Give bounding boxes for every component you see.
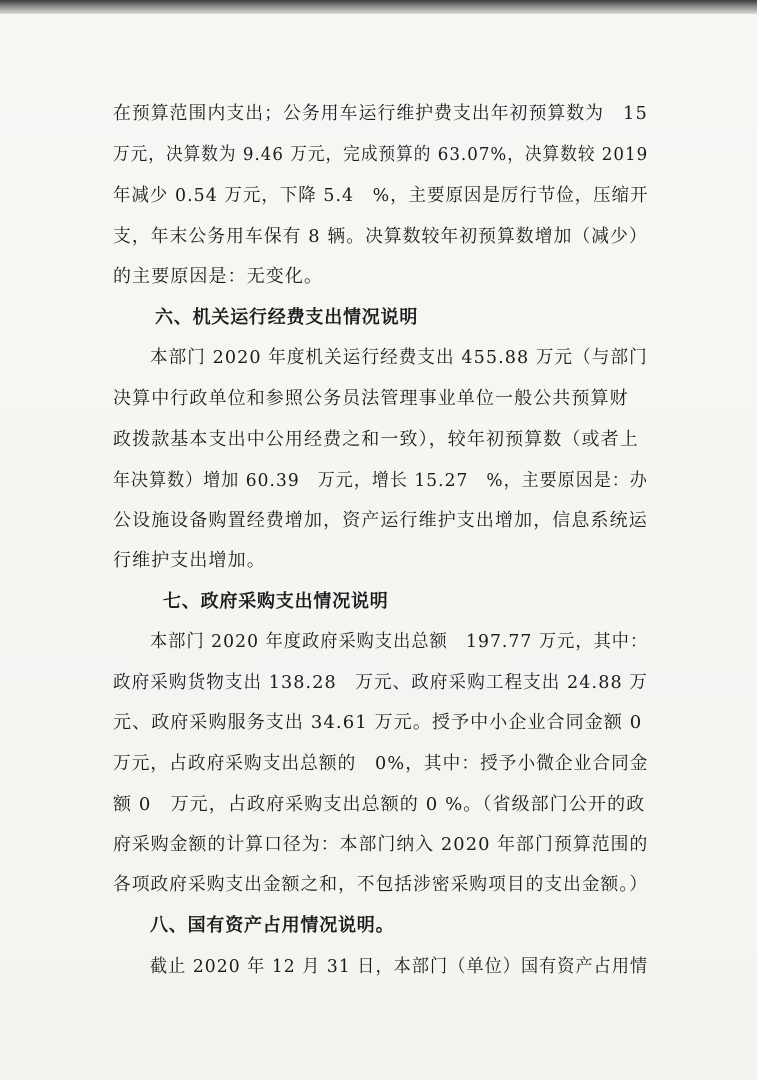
body-line: 政府采购货物支出 138.28 万元、政府采购工程支出 24.88 万 (113, 672, 649, 693)
scan-top-edge (0, 0, 757, 14)
body-line: 公设施设备购置经费增加，资产运行维护支出增加，信息系统运 (113, 510, 648, 531)
body-line: 府采购金额的计算口径为：本部门纳入 2020 年部门预算范围的 (113, 834, 649, 855)
body-line: 年减少 0.54 万元，下降 5.4 %，主要原因是厉行节俭，压缩开 (113, 185, 649, 206)
body-line: 行维护支出增加。 (113, 550, 266, 571)
body-line: 政拨款基本支出中公用经费之和一致），较年初预算数（或者上 (113, 429, 639, 450)
body-line: 元、政府采购服务支出 34.61 万元。授予中小企业合同金额 0 (113, 712, 643, 733)
body-line: 支，年末公务用车保有 8 辆。决算数较年初预算数增加（减少） (113, 226, 648, 247)
body-line: 年决算数）增加 60.39 万元，增长 15.27 %，主要原因是：办 (113, 470, 648, 491)
section-heading-6: 六、机关运行经费支出情况说明 (155, 307, 419, 328)
body-line: 本部门 2020 年度政府采购支出总额 197.77 万元，其中： (150, 631, 649, 652)
body-line: 额 0 万元，占政府采购支出总额的 0 %。（省级部门公开的政 (113, 794, 646, 815)
section-heading-8: 八、国有资产占用情况说明。 (150, 915, 395, 936)
body-line: 本部门 2020 年度机关运行经费支出 455.88 万元（与部门 (150, 347, 648, 368)
body-line: 万元，占政府采购支出总额的 0%，其中：授予小微企业合同金 (113, 753, 649, 774)
body-line: 各项政府采购支出金额之和，不包括涉密采购项目的支出金额。） (113, 874, 649, 895)
body-line: 截止 2020 年 12 月 31 日，本部门（单位）国有资产占用情 (150, 956, 649, 977)
body-line: 的主要原因是：无变化。 (113, 266, 324, 287)
body-line: 万元，决算数为 9.46 万元，完成预算的 63.07%，决算数较 2019 (113, 144, 649, 165)
body-line: 在预算范围内支出；公务用车运行维护费支出年初预算数为 15 (113, 103, 648, 124)
body-line: 决算中行政单位和参照公务员法管理事业单位一般公共预算财 (113, 388, 629, 409)
section-heading-7: 七、政府采购支出情况说明 (163, 591, 389, 612)
